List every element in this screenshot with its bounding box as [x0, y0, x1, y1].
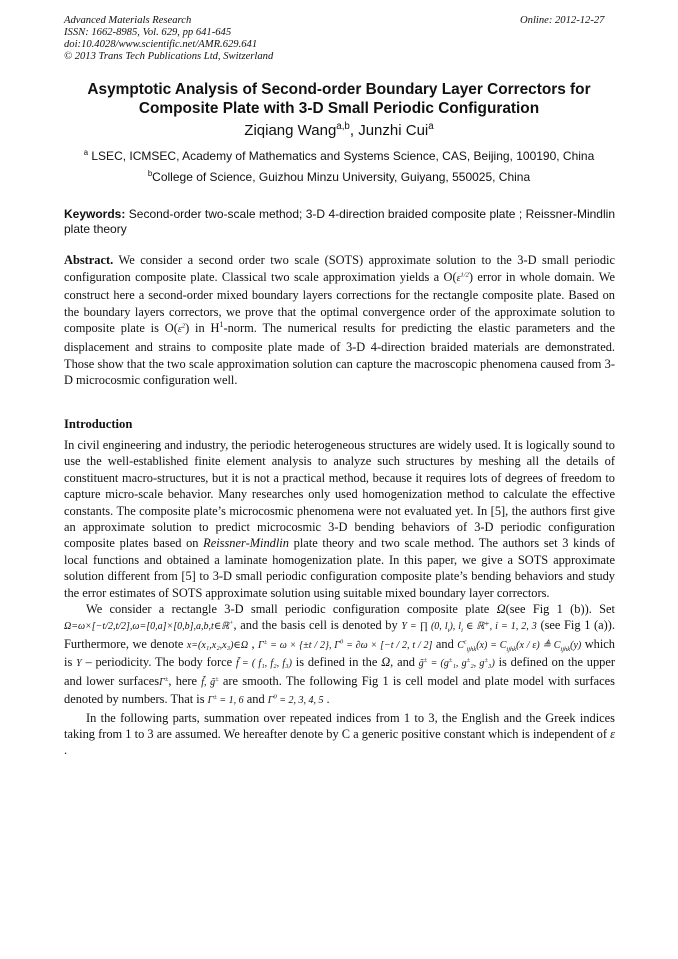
intro-p2-surface-gamma: Γ: [159, 676, 165, 688]
intro-p2-smooth-a: f̃, g̃: [201, 676, 216, 688]
affiliation-a-mark: a: [83, 148, 89, 157]
intro-p2-cell-def-c: ∈ ℝ⁺, i = 1, 2, 3: [462, 621, 537, 633]
intro-p2-c-d: (y): [570, 639, 582, 651]
journal-header: [64, 15, 273, 63]
intro-p2-text-i: is defined in the: [291, 655, 382, 670]
abstract-math-2-exponent: 2: [181, 323, 186, 331]
intro-p2-text-b: (see Fig 1 (b)). Set: [505, 602, 615, 617]
intro-p2-x-def: x=(x₁,x₂,x₃)∈Ω: [186, 639, 249, 651]
intro-p2-text-a: We consider a rectangle 3-D small periodic configuration composite plate: [86, 602, 497, 617]
intro-p2-gamma-b: = ω × {±t / 2}, Γ: [267, 639, 340, 651]
abstract-section: [64, 252, 615, 389]
journal-name: Advanced Materials Research: [64, 15, 192, 26]
intro-p2-gamma-sup-b: 0: [340, 638, 344, 646]
intro-p2-cell-def-a: Y = ∏ (0, l: [401, 621, 448, 633]
intro-p1-text-b: plate theory and two scale method. The authors set 3 kinds of local functions and obtained a laminate homogenization plate. In this paper, we give a SOTS approximate solution different from [5] to 3-D small periodic configuration composite plate’s bending behaviors and study the error estimates of SOTS approximate solution using suitable mixed boundary layer correctors.: [64, 536, 615, 600]
author-1-affiliation-mark: a,b: [336, 121, 350, 132]
intro-p2-text-g: which is: [64, 636, 615, 670]
intro-p1-text-a: In civil engineering and industry, the periodic heterogeneous structures are widely used. It is logically sound to use the well-established finite element analysis to analyze such structures by meshing all the details of constituent macro-structures, but it is not a practical method, because it requires lots of degrees of freedom to capture micro-scale behavior. Many researches only used homogenization method to calculate the effective constants. The composite plate’s microcosmic phenomena were not evaluated yet. In [5], the authors first give an approximate solution to predict microcosmic 3-D bending behaviors of 3-D periodic configuration composite plates based on: [64, 438, 615, 551]
intro-p2-gpm-sup: ±: [213, 693, 217, 701]
affiliation-b-text: College of Science, Guizhou Minzu University, Guiyang, 550025, China: [152, 170, 531, 184]
intro-p2-g-b: = (g: [427, 658, 449, 670]
abstract-text-2: ) error in whole domain. We construct here a second-order mixed boundary layers corrections for the rectangle composite plate. Based on the boundary layers correctors, we prove that the optimal convergence order of the approximate solution to composite plate is O(: [64, 269, 615, 336]
author-1: Ziqiang Wang: [244, 122, 337, 139]
intro-p2-text-e: ,: [248, 636, 259, 651]
affiliation-b-mark: b: [147, 169, 153, 178]
intro-p2-domain-def: [64, 621, 234, 632]
intro-p2-g-def: [419, 658, 495, 669]
abstract-text-1: We consider a second order two scale (SOTS) approximate solution to the 3-D small periodic configuration composite plate. Classical two scale approximation yields a O(: [64, 253, 615, 284]
intro-p2-text-o: .: [323, 692, 330, 707]
abstract-text-4: -norm. The numerical results for predicting the elastic parameters and the displacement and strains to composite plate made of 3-D 4-direction braided materials are demonstrated. Those show that the two scale approximation solution can capture the macroscopic phenomena caused from 3-D microcosmic configuration well.: [64, 321, 615, 388]
intro-p2-gamma-sup-a: ±: [263, 638, 268, 646]
intro-p2-c-a: C: [457, 639, 464, 651]
intro-p2-text-h: – periodicity. The body force: [81, 655, 236, 670]
author-2: Junzhi Cui: [358, 122, 429, 139]
abstract-math-1: [457, 273, 469, 284]
intro-p2-c-sup: ε: [463, 638, 467, 646]
abstract-math-1-symbol: ε: [456, 272, 461, 284]
abstract-label: Abstract.: [64, 253, 114, 267]
intro-paragraph-2: [64, 601, 615, 709]
abstract-math-2-symbol: ε: [177, 324, 182, 336]
intro-p2-smooth-terms: [201, 677, 218, 688]
keywords-section: [64, 207, 615, 237]
intro-p1-italic: Reissner-Mindlin: [203, 536, 289, 551]
intro-p2-cell-def-b: ), l: [449, 621, 462, 633]
intro-p2-gamma-pm-numbers: [208, 695, 244, 706]
intro-p2-gamma-0-numbers: [268, 695, 324, 706]
intro-p2-surface-sup: ±: [164, 675, 169, 683]
abstract-text-3: ) in H: [185, 321, 220, 336]
intro-paragraph-1: [64, 437, 615, 601]
intro-p2-text-n: and: [243, 692, 268, 707]
abstract-math-2: [178, 324, 185, 335]
intro-p2-cell-def-sub-a: i: [447, 627, 450, 635]
intro-p2-g-sup-a: ±: [423, 656, 428, 664]
intro-p2-gamma-a: Γ: [258, 639, 264, 651]
intro-p2-cell-def: [401, 621, 537, 635]
intro-p2-cell-def-sub-b: i: [461, 627, 463, 635]
intro-p2-g-sup-d: ±: [484, 656, 488, 664]
intro-p2-g0-sup: 0: [273, 693, 277, 701]
intro-p2-c-sub-c: ijhk: [560, 645, 571, 653]
abstract-math-1-exponent: 1/2: [460, 271, 469, 279]
paper-title: [40, 80, 638, 118]
doi-line: doi:10.4028/www.scientific.net/AMR.629.641: [64, 39, 258, 50]
intro-p2-text-f: and: [432, 636, 458, 651]
intro-p3-epsilon: ε: [610, 726, 615, 741]
intro-p3-text-b: .: [64, 743, 68, 758]
affiliation-b: [40, 170, 638, 185]
intro-p2-g-a: g̃: [418, 658, 424, 670]
intro-paragraph-3: [64, 710, 615, 759]
intro-p2-c-sub-a: ijhk: [466, 645, 477, 653]
intro-p2-omega-2: Ω: [381, 655, 391, 670]
title-line-1: Asymptotic Analysis of Second-order Boundary Layer Correctors for: [87, 81, 591, 98]
author-list: [40, 121, 638, 140]
intro-p2-omega: Ω: [496, 602, 506, 617]
intro-p3-text-a: In the following parts, summation over repeated indices from 1 to 3, the English and the Greek indices taking from 1 to 3 are assumed. We hereafter denote by C a generic positive constant which is independent of: [64, 710, 615, 741]
intro-p2-smooth-sup: ±: [215, 675, 219, 683]
intro-p2-c-sub-b: ijhk: [506, 645, 517, 653]
intro-p2-g-e: ₃): [487, 658, 495, 670]
intro-p2-g0-b: = 2, 3, 4, 5: [276, 695, 324, 707]
intro-p2-g-sup-b: ±: [448, 656, 453, 664]
issn-line: ISSN: 1662-8985, Vol. 629, pp 641-645: [64, 27, 232, 38]
intro-p2-g-sup-c: ±: [466, 656, 471, 664]
intro-p2-text-m: are smooth. The following Fig 1 is cell model and plate model with surfaces denoted by numbers. That is: [64, 673, 615, 707]
keywords-label: Keywords:: [64, 207, 126, 221]
intro-p2-text-l: , here: [168, 673, 202, 688]
abstract-norm-superscript: 1: [219, 320, 224, 330]
affiliation-a-text: LSEC, ICMSEC, Academy of Mathematics and Systems Science, CAS, Beijing, 100190, China: [88, 149, 595, 163]
author-2-affiliation-mark: a: [428, 121, 434, 132]
intro-p2-text-c: , and the basis cell is denoted by: [233, 618, 402, 633]
intro-p2-c-def: [457, 640, 581, 651]
intro-p2-text-j: , and: [390, 655, 419, 670]
online-date: Online: 2012-12-27: [520, 15, 605, 26]
intro-p2-g-c: ₁, g: [452, 658, 467, 670]
intro-p2-surface: [159, 677, 168, 688]
intro-p2-g-d: ₂, g: [470, 658, 485, 670]
intro-p2-body-force: f̃ = ( f₁, f₂, f₃): [235, 658, 292, 670]
intro-p2-g0-a: Γ: [267, 695, 274, 707]
intro-p2-c-b: (x) = C: [476, 639, 507, 651]
keywords-text: Second-order two-scale method; 3-D 4-direction braided composite plate ; Reissner-Mindlin plate theory: [64, 207, 615, 236]
title-line-2: Composite Plate with 3-D Small Periodic Configuration: [138, 100, 540, 117]
intro-p2-domain-def-sup: +: [229, 620, 234, 628]
introduction-heading: Introduction: [64, 417, 133, 431]
intro-p2-y: Y: [76, 658, 82, 670]
intro-p2-domain-def-body: Ω=ω×[−t/2,t/2],ω=[0,a]×[0,b],a,b,t∈ℝ: [64, 621, 230, 633]
intro-p2-text-d: (see Fig 1 (a)). Furthermore, we denote: [64, 618, 616, 651]
intro-p2-c-c: (x / ε) ≜ C: [516, 639, 561, 651]
introduction-body: [64, 437, 615, 759]
author-separator: ,: [349, 122, 359, 139]
affiliation-a: [40, 149, 638, 164]
intro-p2-gamma-def: [258, 640, 432, 651]
intro-p2-gamma-c: = ∂ω × [−t / 2, t / 2]: [343, 639, 433, 651]
copyright-line: © 2013 Trans Tech Publications Ltd, Switzerland: [64, 51, 274, 62]
intro-p2-gpm-b: = 1, 6: [216, 695, 244, 707]
intro-p2-text-k: is defined on the upper and lower surfaces: [64, 655, 615, 688]
intro-p2-gpm-a: Γ: [207, 695, 214, 707]
